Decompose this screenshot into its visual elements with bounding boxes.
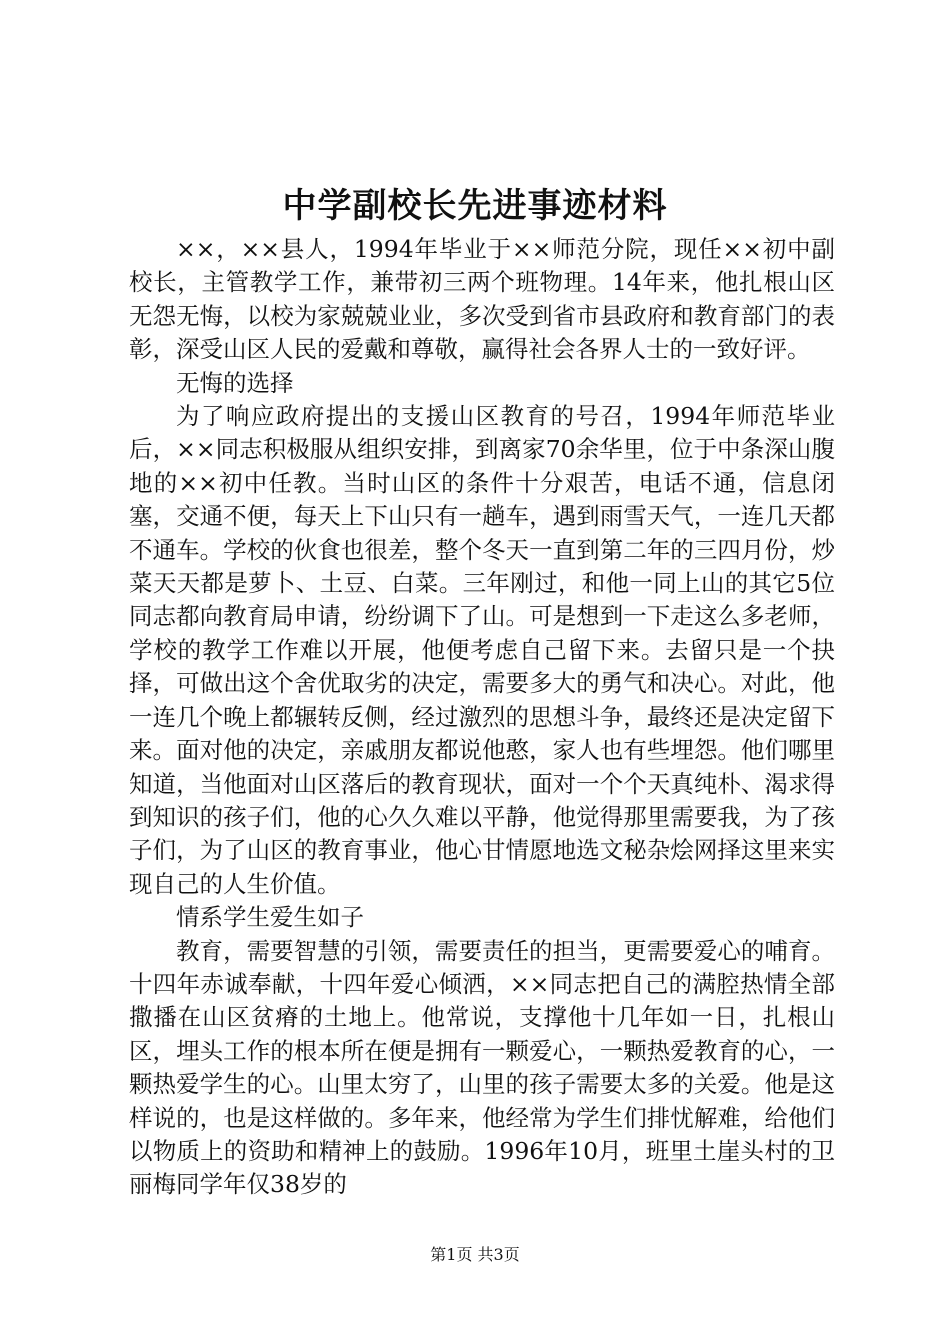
intro-paragraph: ××，××县人，1994年毕业于××师范分院，现任××初中副校长，主管教学工作，兼带初三两个班物理。14年来，他扎根山区无怨无悔，以校为家兢兢业业，多次受到省市县政府和教育部门的表彰，深受山区人民的爱戴和尊敬，赢得社会各界人士的一致好评。 <box>129 235 835 364</box>
document-title: 中学副校长先进事迹材料 <box>282 186 668 226</box>
section-heading-students: 情系学生爱生如子 <box>176 903 364 932</box>
students-paragraph: 教育，需要智慧的引领，需要责任的担当，更需要爱心的哺育。十四年赤诚奉献，十四年爱心倾洒，××同志把自己的满腔热情全部撒播在山区贫瘠的土地上。他常说，支撑他十几年如一日，扎根山区，埋头工作的根本所在便是拥有一颗爱心，一颗热爱教育的心，一颗热爱学生的心。山里太穷了，山里的孩子需要太多的关爱。他是这样说的，也是这样做的。多年来，他经常为学生们排忧解难，给他们以物质上的资助和精神上的鼓励。1996年10月，班里土崖头村的卫丽梅同学年仅38岁的 <box>129 936 835 1199</box>
section-heading-choice: 无悔的选择 <box>176 368 294 397</box>
document-body <box>129 233 835 1202</box>
choice-paragraph: 为了响应政府提出的支援山区教育的号召，1994年师范毕业后，××同志积极服从组织安排，到离家70余华里，位于中条深山腹地的××初中任教。当时山区的条件十分艰苦，电话不通，信息闭塞，交通不便，每天上下山只有一趟车，遇到雨雪天气，一连几天都不通车。学校的伙食也很差，整个冬天一直到第二年的三四月份，炒菜天天都是萝卜、土豆、白菜。三年刚过，和他一同上山的其它5位同志都向教育局申请，纷纷调下了山。可是想到一下走这么多老师，学校的教学工作难以开展，他便考虑自己留下来。去留只是一个抉择，可做出这个舍优取劣的决定，需要多大的勇气和决心。对此，他一连几个晚上都辗转反侧，经过激烈的思想斗争，最终还是决定留下来。面对他的决定，亲戚朋友都说他憨，家人也有些埋怨。他们哪里知道，当他面对山区落后的教育现状，面对一个个天真纯朴、渴求得到知识的孩子们，他的心久久难以平静，他觉得那里需要我，为了孩子们，为了山区的教育事业，他心甘情愿地选文秘杂烩网择这里来实现自己的人生价值。 <box>129 402 835 898</box>
page-number-footer: 第1页 共3页 <box>430 1245 520 1264</box>
